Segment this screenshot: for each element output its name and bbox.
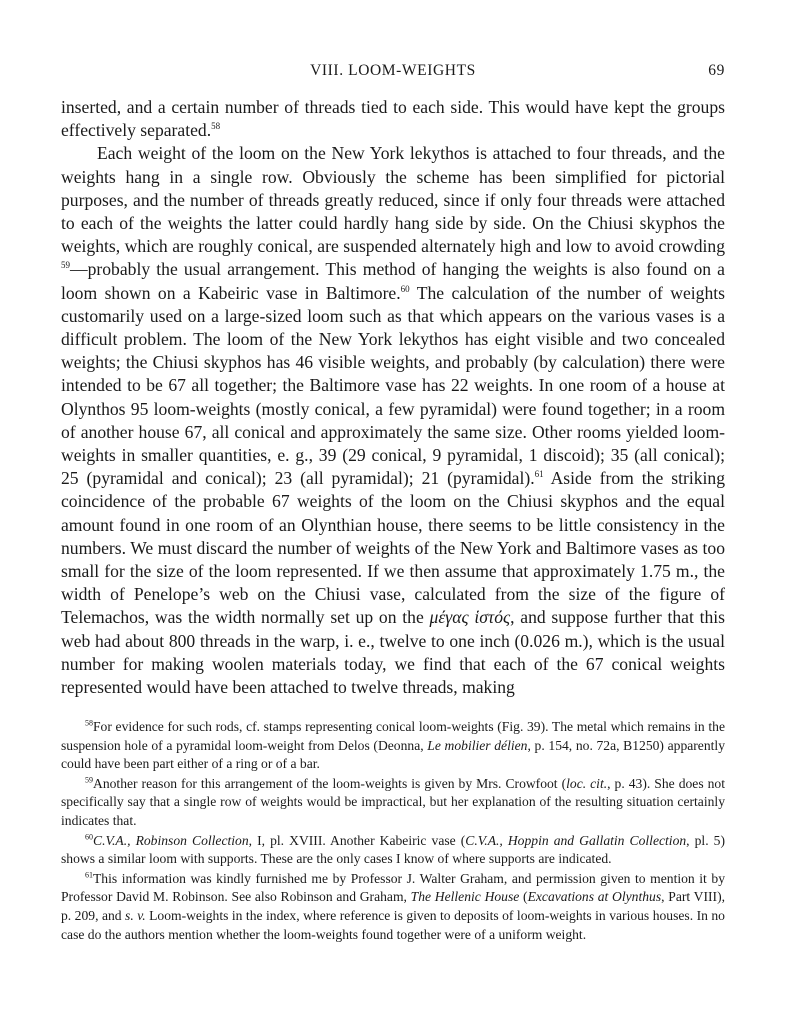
- footnote-61-italic-d: Excavations at Olynthus: [527, 889, 662, 905]
- footnote-60-italic-a: C.V.A., Robinson Collection: [93, 832, 249, 848]
- chapter-title: VIII. LOOM-WEIGHTS: [310, 62, 476, 79]
- footnote-ref-58: 58: [211, 121, 221, 132]
- footnotes: [61, 718, 725, 944]
- footnote-61-italic-f: s. v.: [125, 907, 146, 923]
- footnote-58-text-a: For evidence for such rods, cf. stamps representing conical loom-weights (Fig. 39). The metal which remains in the suspension hole of a pyramidal loom-weight from Delos (Deonna,: [61, 719, 725, 753]
- footnote-60-italic-c: C.V.A., Hoppin and Gallatin Collection: [465, 832, 687, 848]
- footnote-58-text-c: , p. 154, no. 72a, B1250) apparently could have been part either of a ring or of a bar.: [61, 737, 725, 772]
- footnote-61-italic-b: The Hellenic House: [410, 889, 520, 905]
- footnote-60-text-b: , I, pl. XVIII. Another Kabeiric vase (: [248, 832, 466, 848]
- footnote-60-mark: 60: [85, 832, 93, 842]
- running-head: [61, 62, 725, 84]
- paragraph-2: [61, 142, 725, 699]
- paragraph-2-text-c: The calculation of the number of weights customarily used on a large-sized loom such as that which appears on the various vases is a difficult problem. The loom of the New York lekythos has eight visible and two concealed weights; the Chiusi skyphos has 46 visible weights, and probably (by calculation) there were intended to be 67 all together; the Baltimore vase has 22 weights. In one room of a house at Olynthos 95 loom-weights (mostly conical, a few pyramidal) were found together; in a room of another house 67, all conical and approximately the same size. Other rooms yielded loom-weights in smaller quantities, e. g., 39 (29 conical, 9 pyramidal, 1 discoid); 35 (all conical); 25 (pyramidal and conical); 23 (all pyramidal); 21 (pyramidal).: [61, 282, 725, 489]
- footnote-60: [61, 832, 725, 869]
- footnote-58-mark: 58: [85, 718, 93, 728]
- footnote-61-text-g: Loom-weights in the index, where reference is given to deposits of loom-weights in various houses. In no case do the authors mention whether the loom-weights found together were of a uniform weight.: [61, 907, 725, 942]
- body-text: [61, 96, 725, 699]
- footnote-59-italic: loc. cit.: [566, 775, 608, 791]
- footnote-60-text-d: , pl. 5) shows a similar loom with supports. These are the only cases I know of where supports are indicated.: [61, 832, 725, 867]
- footnote-ref-61: 61: [534, 469, 544, 480]
- footnote-ref-59: 59: [61, 260, 70, 271]
- page-number: 69: [708, 62, 725, 79]
- footnote-59: [61, 775, 725, 831]
- footnote-59-text-a: Another reason for this arrangement of the loom-weights is given by Mrs. Crowfoot (: [93, 775, 567, 791]
- paragraph-2-text-b: —probably the usual arrangement. This method of hanging the weights is also found on a loom shown on a Kabeiric vase in Baltimore.: [61, 259, 725, 303]
- paragraph-2-text-e: , and suppose further that this web had about 800 threads in the warp, i. e., twelve to one inch (0.026 m.), which is the usual number for making woolen materials today, we find that each of the 67 conical weights represented would have been attached to twelve threads, making: [61, 607, 725, 698]
- paragraph-2-text-a: Each weight of the loom on the New York lekythos is attached to four threads, and the weights hang in a single row. Obviously the scheme has been simplified for pictorial purposes, and the number of threads greatly reduced, since if only four threads were attached to each of the weights the latter could hardly hang side by side. On the Chiusi skyphos the weights, which are roughly conical, are suspended alternately high and low to avoid crowding: [61, 143, 725, 257]
- footnote-58-italic: Le mobilier délien: [427, 737, 528, 753]
- footnote-61-text-c: (: [519, 889, 528, 905]
- paragraph-1-text: inserted, and a certain number of threads tied to each side. This would have kept the groups effectively separated.: [61, 97, 725, 141]
- footnote-61-text-e: , Part VIII), p. 209, and: [61, 889, 726, 923]
- footnote-59-mark: 59: [85, 775, 93, 785]
- footnote-61-mark: 61: [85, 870, 93, 880]
- footnote-58: [61, 718, 725, 774]
- greek-phrase: μέγας ἱστός: [429, 607, 511, 628]
- paragraph-2-text-d: Aside from the striking coincidence of the probable 67 weights of the loom on the Chiusi skyphos and the equal amount found in one room of an Olynthian house, there seems to be little consistency in the numbers. We must discard the number of weights of the New York and Baltimore vases as too small for the size of the loom represented. If we then assume that approximately 1.75 m., the width of Penelope’s web on the Chiusi vase, calculated from the size of the figure of Telemachos, was the width normally set up on the: [61, 468, 725, 628]
- footnote-61-text-a: This information was kindly furnished me by Professor J. Walter Graham, and permission given to mention it by Professor David M. Robinson. See also Robinson and Graham,: [61, 870, 725, 905]
- footnote-ref-60: 60: [400, 283, 410, 294]
- footnote-61: [61, 870, 725, 944]
- page: [61, 62, 725, 699]
- paragraph-1: [61, 96, 725, 142]
- footnote-59-text-c: , p. 43). She does not specifically say that a single row of weights would be impractical, but her explanation of the resulting situation certainly indicates that.: [61, 775, 726, 828]
